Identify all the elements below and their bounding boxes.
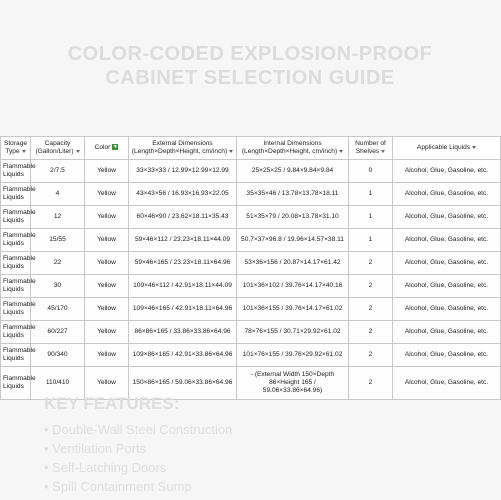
cell-liquids[interactable]: Alcohol, Glue, Gasoline, etc. — [393, 344, 501, 367]
cell-internal[interactable]: 53×36×156 / 20.87×14.17×61.42 — [237, 252, 349, 275]
background-title-line2: CABINET SELECTION GUIDE — [105, 67, 395, 89]
cell-external[interactable]: 109×86×165 / 42.91×33.86×64.96 — [129, 344, 237, 367]
cell-capacity[interactable]: 15/55 — [31, 229, 85, 252]
feature-item: • Spill Containment Sump — [44, 477, 232, 496]
cell-storage-type[interactable]: Flammable Liquids — [1, 183, 31, 206]
header-color[interactable]: Color ▼ — [85, 137, 129, 160]
background-title-line1: COLOR-CODED EXPLOSION-PROOF — [67, 43, 433, 65]
spreadsheet — [0, 136, 500, 400]
feature-item: • Ventilation Ports — [44, 439, 232, 458]
cell-external[interactable]: 86×86×165 / 33.86×33.86×64.96 — [129, 321, 237, 344]
cell-liquids[interactable]: Alcohol, Glue, Gasoline, etc. — [393, 160, 501, 183]
cell-color[interactable]: Yellow — [85, 321, 129, 344]
background-title — [0, 42, 500, 90]
dropdown-arrow-icon[interactable] — [229, 150, 233, 153]
header-applicable-liquids[interactable]: Applicable Liquids — [393, 137, 501, 160]
cell-color[interactable]: Yellow — [85, 252, 129, 275]
header-row — [1, 137, 501, 160]
cell-shelves[interactable]: 1 — [349, 206, 393, 229]
cell-shelves[interactable]: 2 — [349, 367, 393, 400]
cell-external[interactable]: 60×46×90 / 23.62×18.11×35.43 — [129, 206, 237, 229]
cell-external[interactable]: 109×46×165 / 42.91×18.11×64.96 — [129, 298, 237, 321]
cell-shelves[interactable]: 1 — [349, 183, 393, 206]
cell-storage-type[interactable]: Flammable Liquids — [1, 367, 31, 400]
cell-internal[interactable]: 35×35×46 / 13.78×13.78×18.11 — [237, 183, 349, 206]
dropdown-arrow-icon[interactable] — [472, 146, 476, 149]
cell-liquids[interactable]: Alcohol, Glue, Gasoline, etc. — [393, 252, 501, 275]
table-row — [1, 252, 501, 275]
cell-internal[interactable]: - (External Width 150×Depth 86×Height 165 / 59.06×33.86×64.96) — [237, 367, 349, 400]
cell-storage-type[interactable]: Flammable Liquids — [1, 160, 31, 183]
cell-color[interactable]: Yellow — [85, 298, 129, 321]
cell-color[interactable]: Yellow — [85, 183, 129, 206]
feature-item: • Self-Latching Doors — [44, 458, 232, 477]
cell-color[interactable]: Yellow — [85, 206, 129, 229]
cell-external[interactable]: 33×33×33 / 12.99×12.99×12.99 — [129, 160, 237, 183]
cell-liquids[interactable]: Alcohol, Glue, Gasoline, etc. — [393, 367, 501, 400]
cell-internal[interactable]: 25×25×25 / 9.84×9.84×9.84 — [237, 160, 349, 183]
cell-storage-type[interactable]: Flammable Liquids — [1, 206, 31, 229]
feature-item: • Double-Wall Steel Construction — [44, 420, 232, 439]
cell-capacity[interactable]: 2/7.5 — [31, 160, 85, 183]
cell-capacity[interactable]: 45/170 — [31, 298, 85, 321]
table-row — [1, 321, 501, 344]
cell-capacity[interactable]: 90/340 — [31, 344, 85, 367]
cell-external[interactable]: 59×46×165 / 23.23×18.11×64.96 — [129, 252, 237, 275]
cell-liquids[interactable]: Alcohol, Glue, Gasoline, etc. — [393, 229, 501, 252]
table-row — [1, 206, 501, 229]
cell-liquids[interactable]: Alcohol, Glue, Gasoline, etc. — [393, 321, 501, 344]
cell-capacity[interactable]: 22 — [31, 252, 85, 275]
cell-liquids[interactable]: Alcohol, Glue, Gasoline, etc. — [393, 298, 501, 321]
cell-storage-type[interactable]: Flammable Liquids — [1, 229, 31, 252]
background-features — [44, 394, 232, 496]
cell-storage-type[interactable]: Flammable Liquids — [1, 321, 31, 344]
cell-capacity[interactable]: 12 — [31, 206, 85, 229]
header-shelves[interactable]: Number of Shelves — [349, 137, 393, 160]
cell-liquids[interactable]: Alcohol, Glue, Gasoline, etc. — [393, 275, 501, 298]
cell-shelves[interactable]: 2 — [349, 344, 393, 367]
cell-color[interactable]: Yellow — [85, 275, 129, 298]
table-row — [1, 229, 501, 252]
cell-internal[interactable]: 101×36×155 / 39.76×14.17×61.02 — [237, 298, 349, 321]
header-capacity[interactable]: Capacity (Gallon/Liter) — [31, 137, 85, 160]
cell-shelves[interactable]: 2 — [349, 298, 393, 321]
table-row — [1, 275, 501, 298]
features-heading: KEY FEATURES: — [44, 394, 180, 413]
cell-internal[interactable]: 101×76×155 / 39.76×29.92×61.02 — [237, 344, 349, 367]
cell-capacity[interactable]: 60/227 — [31, 321, 85, 344]
dropdown-arrow-icon[interactable] — [76, 150, 80, 153]
cell-shelves[interactable]: 1 — [349, 229, 393, 252]
cell-internal[interactable]: 101×36×102 / 39.76×14.17×40.16 — [237, 275, 349, 298]
cell-capacity[interactable]: 110/410 — [31, 367, 85, 400]
cell-external[interactable]: 109×46×112 / 42.91×18.11×44.09 — [129, 275, 237, 298]
cell-external[interactable]: 59×46×112 / 23.23×18.11×44.09 — [129, 229, 237, 252]
cell-shelves[interactable]: 2 — [349, 321, 393, 344]
cell-shelves[interactable]: 2 — [349, 275, 393, 298]
cell-color[interactable]: Yellow — [85, 229, 129, 252]
header-storage-type[interactable]: Storage Type — [1, 137, 31, 160]
cabinet-table — [0, 136, 501, 400]
header-external-dimensions[interactable]: External Dimensions (Length×Depth×Height, cm/inch) — [129, 137, 237, 160]
cell-internal[interactable]: 78×76×155 / 30.71×29.92×61.02 — [237, 321, 349, 344]
dropdown-arrow-icon[interactable] — [381, 150, 385, 153]
cell-liquids[interactable]: Alcohol, Glue, Gasoline, etc. — [393, 206, 501, 229]
dropdown-arrow-icon[interactable] — [22, 150, 26, 153]
cell-storage-type[interactable]: Flammable Liquids — [1, 344, 31, 367]
table-row — [1, 160, 501, 183]
cell-internal[interactable]: 51×35×79 / 20.08×13.78×31.10 — [237, 206, 349, 229]
filter-icon[interactable]: ▼ — [112, 144, 118, 151]
table-row — [1, 344, 501, 367]
table-row — [1, 183, 501, 206]
cell-storage-type[interactable]: Flammable Liquids — [1, 252, 31, 275]
cell-external[interactable]: 43×43×56 / 16.93×16.93×22.05 — [129, 183, 237, 206]
cell-shelves[interactable]: 2 — [349, 252, 393, 275]
cell-liquids[interactable]: Alcohol, Glue, Gasoline, etc. — [393, 183, 501, 206]
cell-storage-type[interactable]: Flammable Liquids — [1, 298, 31, 321]
cell-color[interactable]: Yellow — [85, 344, 129, 367]
cell-external[interactable]: 150×86×165 / 59.06×33.86×64.96 — [129, 367, 237, 400]
cell-color[interactable]: Yellow — [85, 160, 129, 183]
cell-internal[interactable]: 50.7×37×96.8 / 19.96×14.57×38.11 — [237, 229, 349, 252]
cell-capacity[interactable]: 30 — [31, 275, 85, 298]
table-row — [1, 298, 501, 321]
cell-capacity[interactable]: 4 — [31, 183, 85, 206]
cell-storage-type[interactable]: Flammable Liquids — [1, 275, 31, 298]
cell-shelves[interactable]: 0 — [349, 160, 393, 183]
header-internal-dimensions[interactable]: Internal Dimensions (Length×Depth×Height, cm/inch) — [237, 137, 349, 160]
cell-color[interactable]: Yellow — [85, 367, 129, 400]
dropdown-arrow-icon[interactable] — [339, 150, 343, 153]
